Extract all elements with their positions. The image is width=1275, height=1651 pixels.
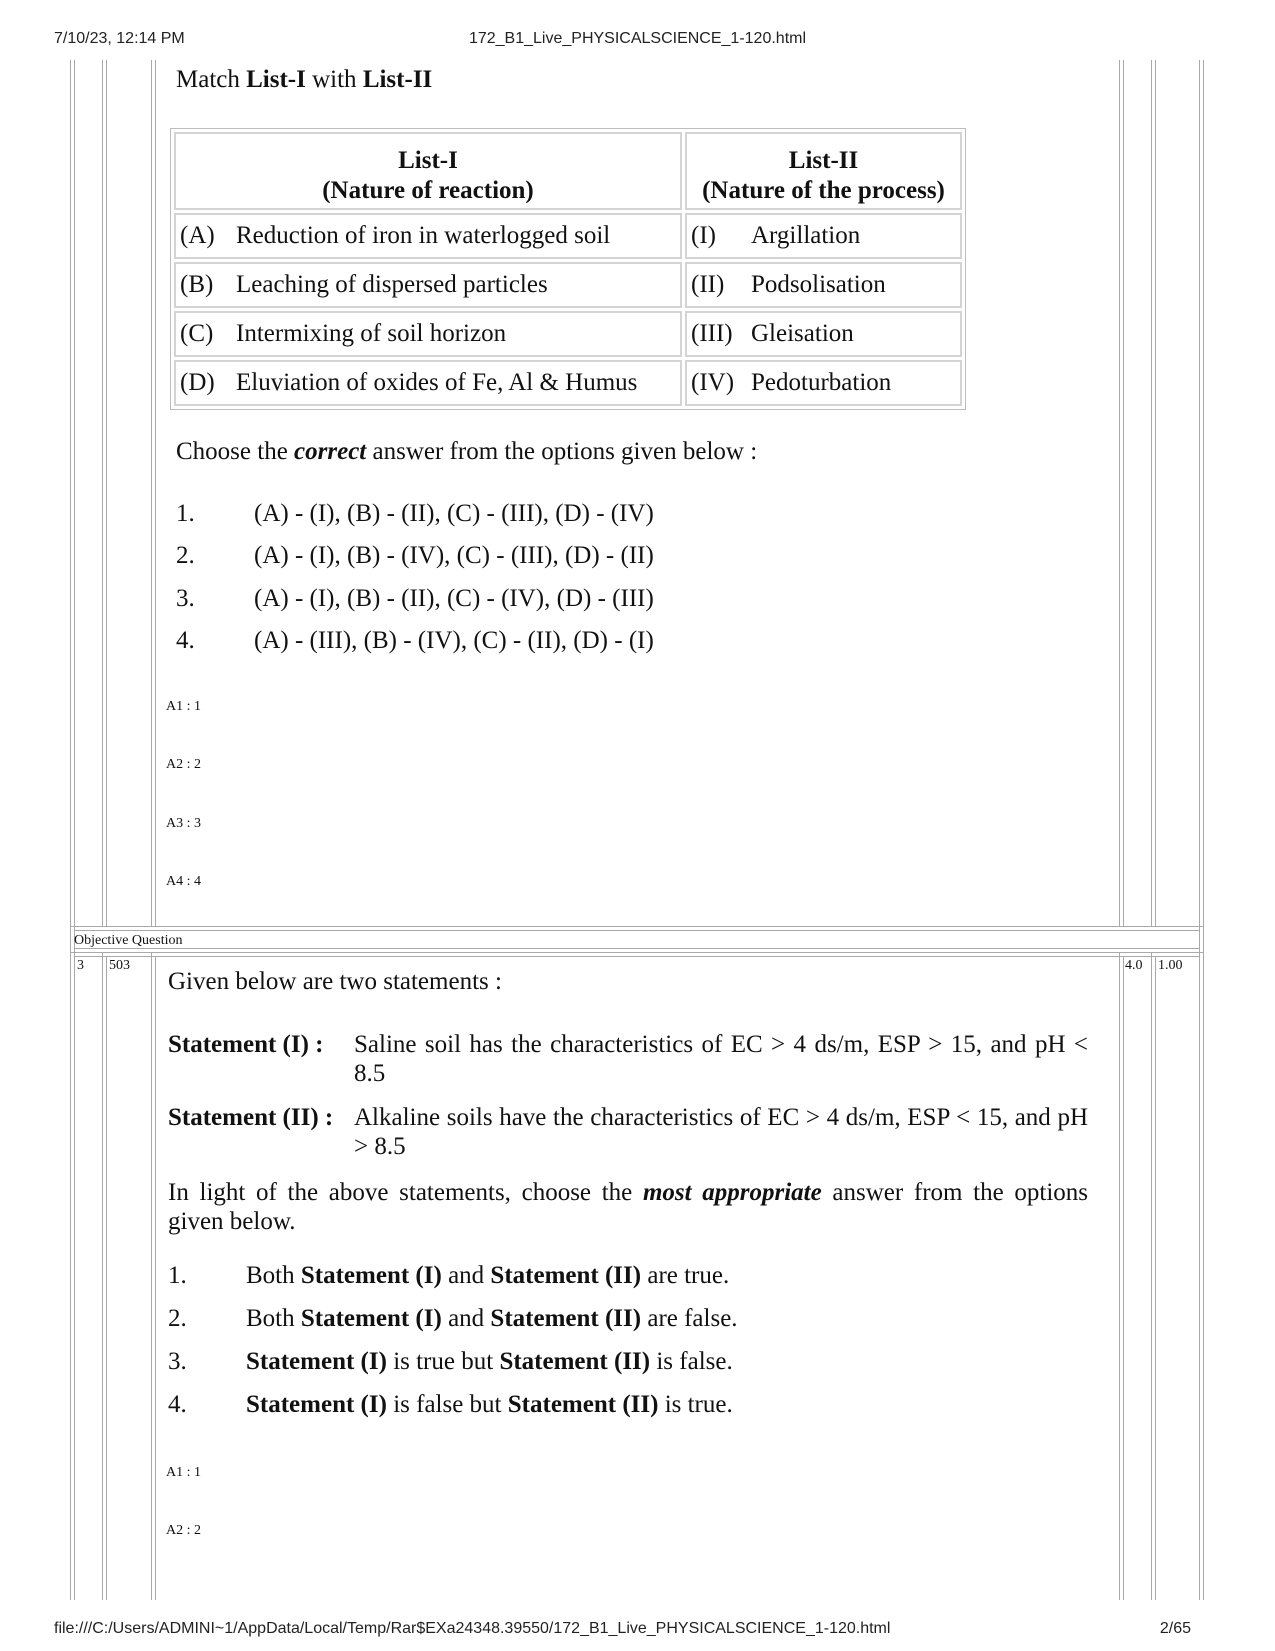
q2-intro: Given below are two statements : — [168, 968, 502, 995]
statement-1 — [168, 1030, 1088, 1090]
question-id: 503 — [109, 958, 130, 973]
statement-1-label: Statement (I) : — [168, 1031, 324, 1058]
print-page-title: 172_B1_Live_PHYSICALSCIENCE_1-120.html — [468, 30, 807, 47]
list1-header: List-I (Nature of reaction) — [174, 132, 682, 210]
table-row: (D) Eluviation of oxides of Fe, Al & Humus (IV) Pedoturbation — [174, 360, 962, 406]
q1-option-4: 4. (A) - (III), (B) - (IV), (C) - (II), (D) - (I) — [176, 627, 654, 654]
match-table-header — [174, 132, 962, 210]
print-page-number: 2/65 — [1159, 1620, 1191, 1637]
q1-answer-a3: A3 : 3 — [166, 816, 201, 831]
q1-choose-instruction: Choose the correct answer from the options given below : — [176, 438, 758, 465]
table-row: (B) Leaching of dispersed particles (II) Podsolisation — [174, 262, 962, 308]
q1-option-2: 2. (A) - (I), (B) - (IV), (C) - (III), (D) - (II) — [176, 542, 654, 569]
q2-option-4: 4. Statement (I) is false but Statement (II) is true. — [168, 1391, 733, 1418]
statement-1-text: Saline soil has the characteristics of EC > 4 ds/m, ESP > 15, and pH < 8.5 — [354, 1031, 1088, 1087]
q1-option-3: 3. (A) - (I), (B) - (II), (C) - (IV), (D) - (III) — [176, 585, 654, 612]
statement-2-label: Statement (II) : — [168, 1104, 334, 1131]
q2-answer-a1: A1 : 1 — [166, 1465, 201, 1480]
q2-instruction: In light of the above statements, choose the most appropriate answer from the options given below. — [168, 1179, 1088, 1235]
table-row: (C) Intermixing of soil horizon (III) Gleisation — [174, 311, 962, 357]
q2-option-1: 1. Both Statement (I) and Statement (II) are true. — [168, 1262, 730, 1289]
q2-option-2: 2. Both Statement (I) and Statement (II) are false. — [168, 1305, 738, 1332]
statement-2-text: Alkaline soils have the characteristics of EC > 4 ds/m, ESP < 15, and pH > 8.5 — [354, 1104, 1088, 1160]
q1-option-1: 1. (A) - (I), (B) - (II), (C) - (III), (D) - (IV) — [176, 500, 654, 527]
q2-answer-a2: A2 : 2 — [166, 1523, 201, 1538]
q1-instruction: Match List-I with List-II — [176, 66, 433, 93]
question-marks: 4.0 — [1125, 958, 1143, 973]
q1-answer-a1: A1 : 1 — [166, 699, 201, 714]
question-serial-number: 3 — [77, 958, 84, 973]
table-row: (A) Reduction of iron in waterlogged soil (I) Argillation — [174, 213, 962, 259]
print-file-path: file:///C:/Users/ADMINI~1/AppData/Local/Temp/Rar$EXa24348.39550/172_B1_Live_PHYSICALSCIENCE_1-120.html — [54, 1620, 891, 1637]
list2-header: List-II (Nature of the process) — [685, 132, 962, 210]
question-type: Objective Question — [74, 933, 183, 948]
print-datetime: 7/10/23, 12:14 PM — [54, 30, 185, 47]
match-table — [170, 128, 966, 410]
q1-answer-a4: A4 : 4 — [166, 874, 201, 889]
q2-option-3: 3. Statement (I) is true but Statement (II) is false. — [168, 1348, 733, 1375]
question-negative-marks: 1.00 — [1158, 958, 1183, 973]
statement-2 — [168, 1103, 1088, 1163]
q1-answer-a2: A2 : 2 — [166, 757, 201, 772]
